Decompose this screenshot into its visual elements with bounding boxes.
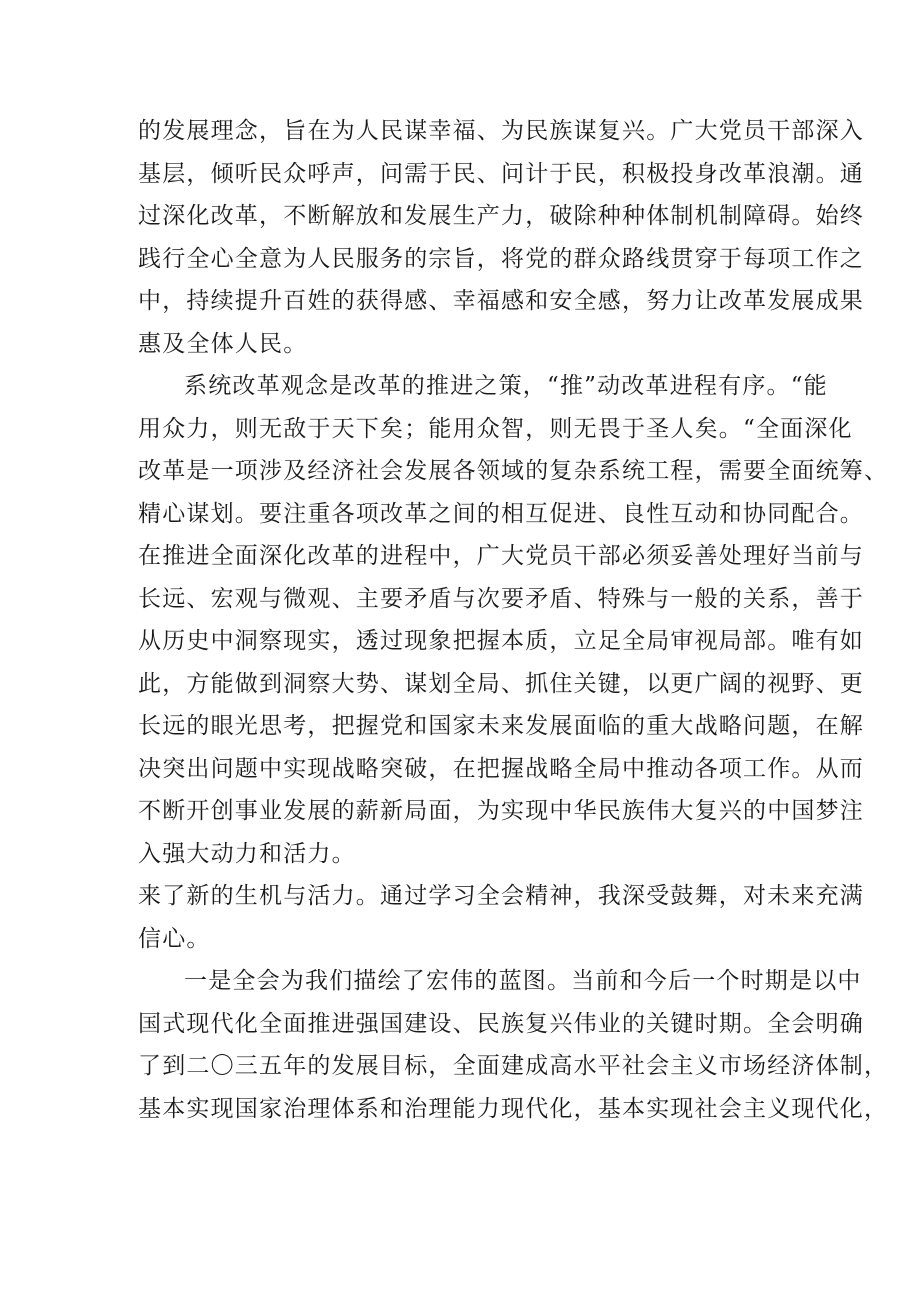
text-line: 信心。 (138, 925, 211, 952)
text-line: 了到二〇三五年的发展目标，全面建成高水平社会主义市场经济体制， (138, 1053, 889, 1079)
text-line: 精心谋划。要注重各项改革之间的相互促进、良性互动和协同配合。 (138, 500, 864, 527)
text-line: 国式现代化全面推进强国建设、民族复兴伟业的关键时期。全会明确 (138, 1010, 864, 1037)
text-line: 惠及全体人民。 (138, 330, 308, 357)
text-line: 此，方能做到洞察大势、谋划全局、抓住关键，以更广阔的视野、更 (138, 670, 864, 697)
text-line: 的发展理念，旨在为人民谋幸福、为民族谋复兴。广大党员干部深入 (138, 118, 864, 144)
text-line: 不断开创事业发展的薪新局面，为实现中华民族伟大复兴的中国梦注 (138, 798, 864, 824)
text-line: 从历史中洞察现实，透过现象把握本质，立足全局审视局部。唯有如 (138, 628, 864, 654)
text-line: 基层，倾听民众呼声，问需于民、问计于民，积极投身改革浪潮。通 (138, 160, 864, 187)
text-line: 改革是一项涉及经济社会发展各领域的复杂系统工程，需要全面统筹、 (138, 458, 889, 484)
paragraph-2 (138, 365, 889, 875)
text-line: 基本实现国家治理体系和治理能力现代化，基本实现社会主义现代化， (138, 1095, 889, 1122)
text-line: 在推进全面深化改革的进程中，广大党员干部必须妥善处理好当前与 (138, 543, 864, 569)
text-line: 入强大动力和活力。 (138, 840, 356, 867)
document-body (138, 110, 889, 1130)
text-line: 长远、宏观与微观、主要矛盾与次要矛盾、特殊与一般的关系，善于 (138, 585, 864, 612)
text-line: 长远的眼光思考，把握党和国家未来发展面临的重大战略问题，在解 (138, 713, 864, 739)
text-line: 系统改革观念是改革的推进之策，“推”动改革进程有序。“能 (184, 373, 828, 399)
paragraph-1 (138, 110, 864, 365)
text-line: 中，持续提升百姓的获得感、幸福感和安全感，努力让改革发展成果 (138, 288, 864, 314)
text-line: 践行全心全意为人民服务的宗旨，将党的群众路线贯穿于每项工作之 (138, 245, 864, 272)
text-line: 决突出问题中实现战略突破，在把握战略全局中推动各项工作。从而 (138, 755, 864, 782)
text-line: 用众力，则无敌于天下矣；能用众智，则无畏于圣人矣。“全面深化 (138, 415, 853, 442)
text-line: 一是全会为我们描绘了宏伟的蓝图。当前和今后一个时期是以中 (184, 968, 862, 994)
paragraph-4 (138, 960, 889, 1130)
paragraph-3 (138, 875, 864, 960)
text-line: 来了新的生机与活力。通过学习全会精神，我深受鼓舞，对未来充满 (138, 883, 864, 909)
text-line: 过深化改革，不断解放和发展生产力，破除种种体制机制障碍。始终 (138, 203, 864, 229)
